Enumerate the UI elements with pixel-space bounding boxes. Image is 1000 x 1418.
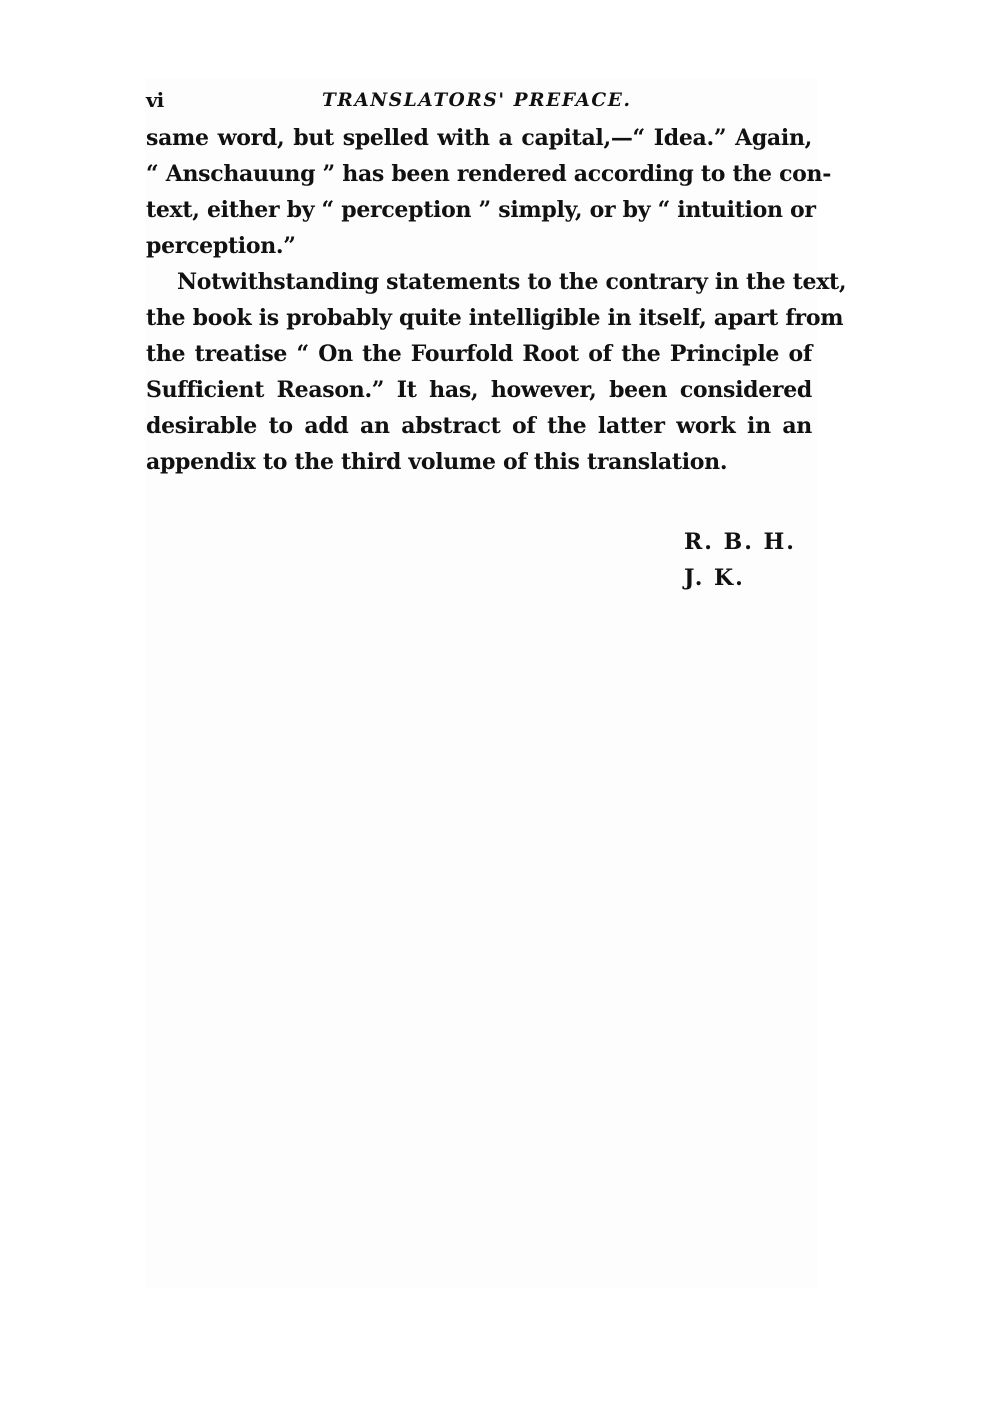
text-line: same word, but spelled with a capital,—“ Idea.” Again,: [146, 125, 812, 151]
text-line: the book is probably quite intelligible in itself, apart from: [146, 305, 844, 331]
running-head-title: TRANSLATORS' PREFACE.: [322, 90, 632, 111]
text-line: appendix to the third volume of this translation.: [146, 449, 728, 475]
text-line: desirable to add an abstract of the latter work in an: [146, 413, 812, 439]
text-line: text, either by “ perception ” simply, or by “ intuition or: [146, 197, 816, 223]
book-page: [146, 84, 847, 591]
translator-signatures: [684, 524, 796, 596]
text-line: perception.”: [146, 233, 296, 259]
text-line: Sufficient Reason.” It has, however, been considered: [146, 377, 812, 403]
signature-rbh: R. B. H.: [684, 529, 796, 555]
running-head: [146, 84, 812, 120]
paragraph-1: [146, 120, 832, 264]
paragraph-2: [146, 264, 847, 480]
text-line: Notwithstanding statements to the contrary in the text,: [177, 269, 847, 295]
signature-jk: J. K.: [684, 565, 745, 591]
text-line: the treatise “ On the Fourfold Root of the Principle of: [146, 341, 812, 367]
page-number: vi: [146, 88, 164, 112]
text-line: “ Anschauung ” has been rendered according to the con-: [146, 161, 832, 187]
